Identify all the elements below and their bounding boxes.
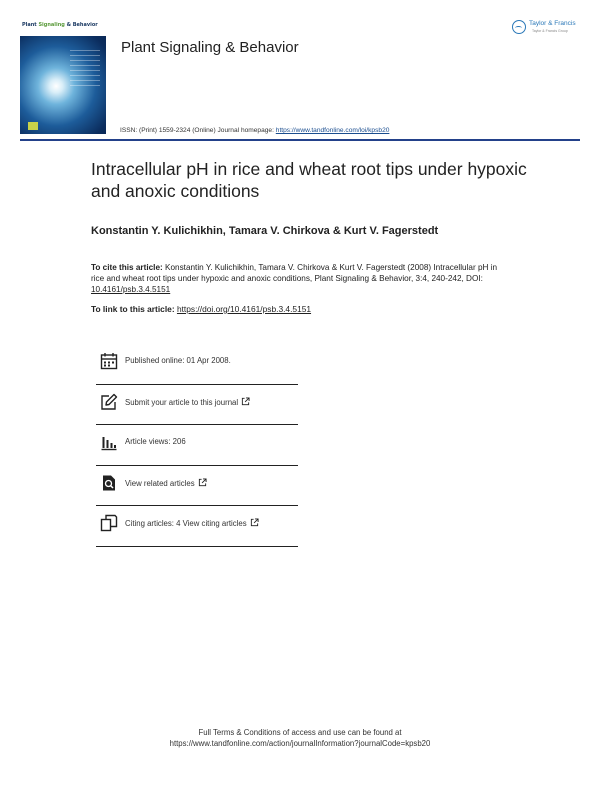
external-link-icon bbox=[250, 518, 259, 527]
article-authors: Konstantin Y. Kulichikhin, Tamara V. Chirkova & Kurt V. Fagerstedt bbox=[91, 225, 439, 237]
journal-cover-image bbox=[20, 20, 106, 134]
related-articles-row[interactable] bbox=[96, 466, 298, 507]
citing-articles-row[interactable] bbox=[96, 506, 298, 547]
article-views-row bbox=[96, 425, 298, 466]
submit-article-row[interactable] bbox=[96, 385, 298, 426]
cover-title-strip bbox=[20, 20, 106, 36]
citing-icon bbox=[100, 514, 118, 532]
cover-title: Plant Signaling & Behavior bbox=[22, 22, 98, 28]
article-views-text: Article views: 206 bbox=[125, 437, 186, 446]
citation-label: To cite this article: bbox=[91, 263, 163, 272]
publisher-logo bbox=[512, 18, 588, 40]
issn-line bbox=[120, 127, 389, 134]
related-articles-link[interactable]: View related articles bbox=[125, 478, 207, 488]
external-link-icon bbox=[198, 478, 207, 487]
bar-chart-icon bbox=[100, 433, 118, 451]
article-title: Intracellular pH in rice and wheat root tips under hypoxic and anoxic conditions bbox=[91, 159, 527, 201]
citing-articles-link[interactable]: Citing articles: 4 View citing articles bbox=[125, 518, 259, 528]
edit-icon bbox=[100, 393, 118, 411]
citation-block bbox=[91, 262, 511, 295]
footer-terms-text: Full Terms & Conditions of access and use can be found at bbox=[198, 728, 402, 737]
issn-text: ISSN: (Print) 1559-2324 (Online) Journal homepage: bbox=[120, 127, 276, 134]
cover-badge bbox=[28, 122, 38, 130]
publisher-logo-name: Taylor & Francis bbox=[529, 20, 576, 27]
search-icon bbox=[100, 474, 118, 492]
submit-article-link[interactable]: Submit your article to this journal bbox=[125, 397, 250, 407]
article-metadata-list bbox=[96, 344, 298, 547]
citation-text: Konstantin Y. Kulichikhin, Tamara V. Chirkova & Kurt V. Fagerstedt (2008) Intracellular pH in rice and wheat root tips under hypoxic and anoxic conditions, Plant Signaling & Behavior, 3:4, 240-242, DOI: bbox=[91, 263, 498, 283]
publisher-logo-group: Taylor & Francis Group bbox=[532, 29, 568, 33]
footer-terms-link[interactable]: https://www.tandfonline.com/action/journalInformation?journalCode=kpsb20 bbox=[169, 739, 431, 748]
footer-terms bbox=[0, 727, 600, 749]
publisher-logo-icon bbox=[512, 20, 526, 34]
citation-doi-link[interactable]: 10.4161/psb.3.4.5151 bbox=[91, 285, 171, 294]
published-online-text: Published online: 01 Apr 2008. bbox=[125, 356, 231, 365]
journal-homepage-link[interactable]: https://www.tandfonline.com/loi/kpsb20 bbox=[275, 127, 390, 134]
article-link-line bbox=[91, 304, 311, 314]
article-doi-link[interactable]: https://doi.org/10.4161/psb.3.4.5151 bbox=[176, 304, 312, 314]
journal-name: Plant Signaling & Behavior bbox=[121, 39, 299, 56]
header-divider bbox=[20, 139, 580, 141]
article-link-label: To link to this article: bbox=[91, 304, 177, 314]
calendar-icon bbox=[100, 352, 118, 370]
published-online-row bbox=[96, 344, 298, 385]
external-link-icon bbox=[241, 397, 250, 406]
cover-decoration bbox=[70, 50, 100, 90]
